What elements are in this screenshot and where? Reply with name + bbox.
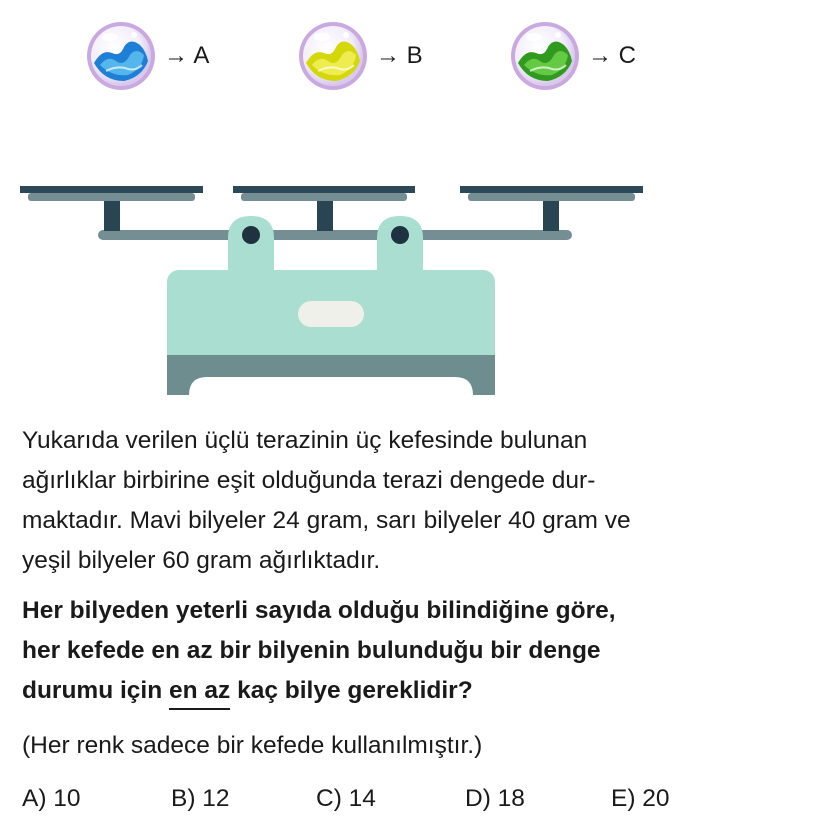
question-line bbox=[22, 671, 722, 711]
paragraph-line: maktadır. Mavi bilyeler 24 gram, sarı bilyeler 40 gram ve bbox=[22, 507, 631, 534]
legend-item-b bbox=[296, 18, 423, 94]
choice-e[interactable]: E) 20 bbox=[611, 785, 670, 812]
question-line: her kefede en az bir bilyenin bulunduğu bir denge bbox=[22, 637, 601, 664]
scale-pan-middle bbox=[233, 186, 415, 201]
question-text bbox=[22, 591, 722, 711]
yellow-marble-icon bbox=[296, 19, 370, 93]
choice-d[interactable]: D) 18 bbox=[465, 785, 525, 812]
scale-pivot-tower-left bbox=[228, 216, 274, 273]
question-line3-end: kaç bilye gereklidir? bbox=[230, 677, 473, 704]
answer-choices bbox=[22, 785, 782, 825]
paragraph-line: ağırlıklar birbirine eşit olduğunda terazi dengede dur- bbox=[22, 467, 596, 494]
legend-item-c bbox=[508, 18, 636, 94]
scale-pivot-left bbox=[242, 226, 260, 244]
paragraph-line: Yukarıda verilen üçlü terazinin üç kefesinde bulunan bbox=[22, 427, 588, 454]
green-marble-icon bbox=[508, 19, 582, 93]
paragraph-line: yeşil bilyeler 60 gram ağırlıktadır. bbox=[22, 547, 381, 574]
scale-pivot-right bbox=[391, 226, 409, 244]
legend-item-a bbox=[84, 18, 209, 94]
choice-b[interactable]: B) 12 bbox=[171, 785, 230, 812]
three-pan-scale bbox=[20, 183, 645, 395]
legend-label-a: → A bbox=[164, 42, 210, 69]
problem-paragraph bbox=[22, 421, 722, 581]
question-line: Her bilyeden yeterli sayıda olduğu bilindiğine göre, bbox=[22, 597, 616, 624]
scale-pan-left bbox=[20, 186, 203, 201]
scale-pivot-tower-right bbox=[377, 216, 423, 273]
scale-display bbox=[298, 301, 364, 327]
choice-a[interactable]: A) 10 bbox=[22, 785, 81, 812]
note-text: (Her renk sadece bir kefede kullanılmıştır.) bbox=[22, 732, 483, 759]
blue-marble-icon bbox=[84, 19, 158, 93]
scale-beam bbox=[98, 230, 572, 240]
legend-label-c: → C bbox=[588, 42, 636, 69]
question-line3-start: durumu için bbox=[22, 677, 169, 704]
legend-label-b: → B bbox=[376, 42, 423, 69]
marble-legend bbox=[0, 18, 817, 98]
choice-c[interactable]: C) 14 bbox=[316, 785, 376, 812]
scale-pan-right bbox=[460, 186, 643, 201]
scale-base bbox=[167, 355, 495, 395]
emphasis-en-az: en az bbox=[169, 676, 230, 710]
